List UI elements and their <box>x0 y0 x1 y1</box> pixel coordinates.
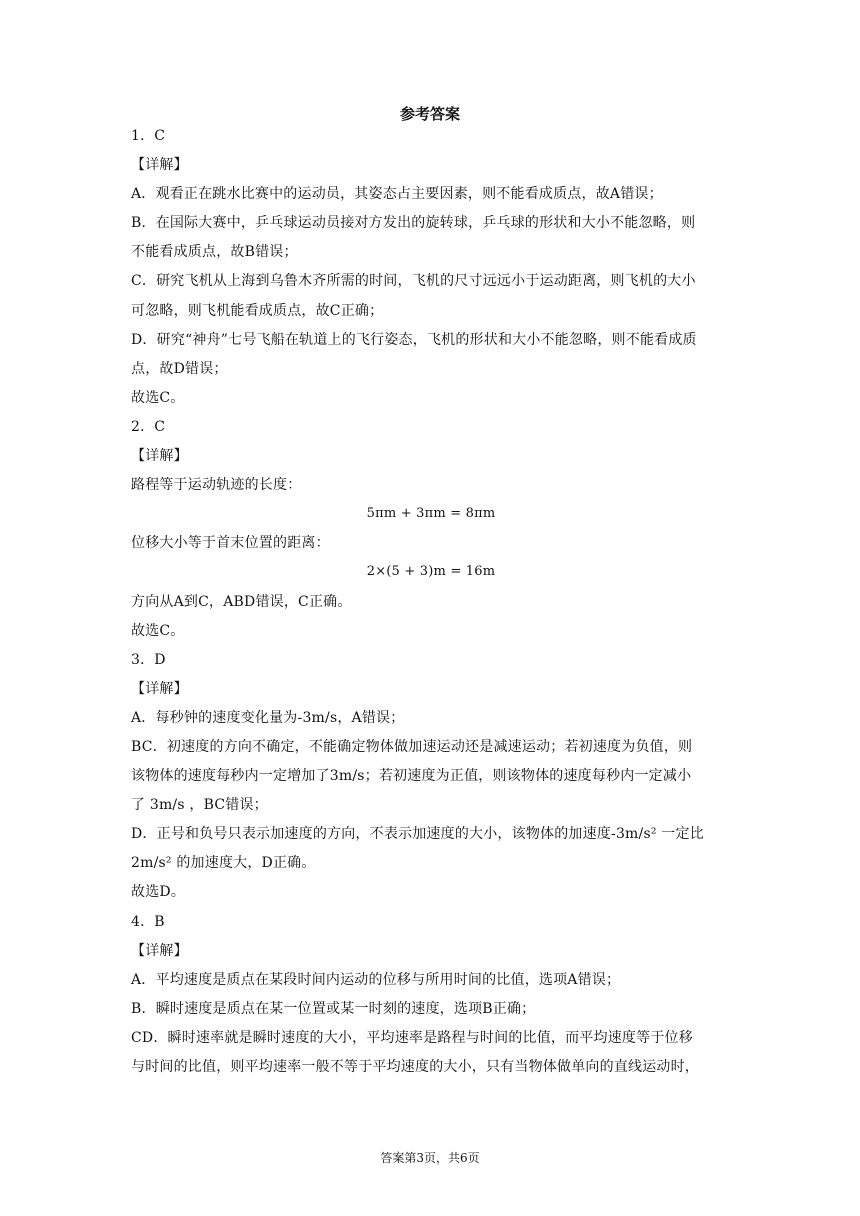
explanation-heading: 【详解】 <box>131 680 188 697</box>
text-line: A．观看正在跳水比赛中的运动员，其姿态占主要因素，则不能看成质点，故A错误； <box>131 186 663 203</box>
conclusion-line: 故选C。 <box>131 622 185 639</box>
answer-number: 2．C <box>131 418 166 435</box>
equation-line: 2×(5 + 3)m = 16m <box>366 564 496 580</box>
text-line: B．在国际大赛中，乒乓球运动员接对方发出的旋转球，乒乓球的形状和大小不能忽略，则 <box>131 215 696 232</box>
conclusion-line: 故选D。 <box>131 884 186 901</box>
text-line: 与时间的比值，则平均速率一般不等于平均速度的大小，只有当物体做单向的直线运动时， <box>131 1059 699 1075</box>
text-line: 路程等于运动轨迹的长度： <box>131 477 302 494</box>
text-line: B．瞬时速度是质点在某一位置或某一时刻的速度，选项B正确； <box>131 1000 536 1017</box>
explanation-heading: 【详解】 <box>131 448 188 465</box>
text-line: D．正号和负号只表示加速度的方向，不表示加速度的大小，该物体的加速度-3m/s² 一定比 <box>131 826 704 843</box>
page-footer: 答案第3页，共6页 <box>380 1151 480 1165</box>
answer-number: 1．C <box>131 128 166 144</box>
text-line: CD．瞬时速率就是瞬时速度的大小，平均速率是路程与时间的比值，而平均速度等于位移 <box>131 1029 693 1046</box>
text-line: 位移大小等于首末位置的距离： <box>131 535 330 552</box>
text-line: A．每秒钟的速度变化量为-3m/s，A错误； <box>131 709 405 726</box>
page-title: 参考答案 <box>399 105 460 123</box>
answer-number: 3．D <box>131 651 166 668</box>
answer-number: 4．B <box>131 913 165 930</box>
text-line: 方向从A到C，ABD错误，C正确。 <box>131 593 352 610</box>
text-line: 2m/s² 的加速度大，D正确。 <box>131 855 316 872</box>
explanation-heading: 【详解】 <box>131 157 188 174</box>
text-line: 了 3m/s ，BC错误； <box>131 797 268 814</box>
text-line: A．平均速度是质点在某段时间内运动的位移与所用时间的比值，选项A错误； <box>131 971 621 988</box>
text-line: BC．初速度的方向不确定，不能确定物体做加速运动还是减速运动；若初速度为负值，则 <box>131 738 693 755</box>
text-line: 不能看成质点，故B错误； <box>131 244 298 261</box>
text-line: 该物体的速度每秒内一定增加了3m/s；若初速度为正值，则该物体的速度每秒内一定减小 <box>131 768 692 785</box>
text-line: 可忽略，则飞机能看成质点，故C正确； <box>131 302 384 319</box>
explanation-heading: 【详解】 <box>131 942 188 959</box>
conclusion-line: 故选C。 <box>131 389 185 406</box>
text-line: C．研究飞机从上海到乌鲁木齐所需的时间，飞机的尺寸远远小于运动距离，则飞机的大小 <box>131 273 696 290</box>
answer-body <box>131 123 731 1083</box>
text-line: D．研究“神舟”七号飞船在轨道上的飞行姿态，飞机的形状和大小不能忽略，则不能看成质 <box>131 331 697 348</box>
text-line: 点，故D错误； <box>131 360 228 377</box>
equation-line: 5πm + 3πm = 8πm <box>366 506 496 522</box>
